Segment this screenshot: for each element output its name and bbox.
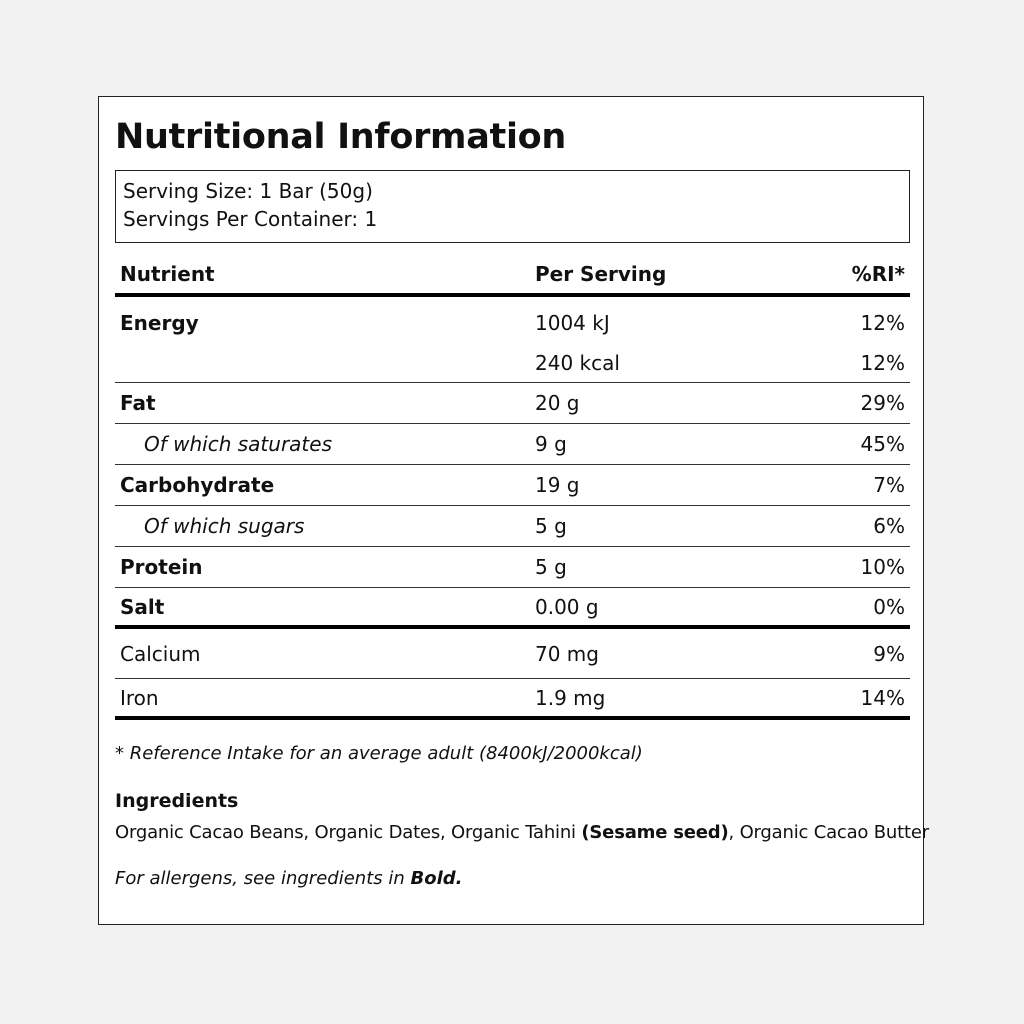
table-row-protein [115,547,910,588]
ri-value: 12% [860,310,905,335]
table-row-calcium [115,629,910,679]
table-row-sugars [115,506,910,547]
header-per-serving: Per Serving [535,262,667,286]
ri-value: 7% [873,473,905,497]
allergen-note [115,868,462,889]
allergen-note-text: For allergens, see ingredients in [115,868,411,889]
ingredients-text-before: Organic Cacao Beans, Organic Dates, Organic Tahini [115,822,582,843]
ri-value: 10% [860,555,905,579]
table-row-iron [115,679,910,720]
per-serving-value: 1.9 mg [535,685,606,710]
allergen-highlight: (Sesame seed) [581,822,729,843]
serving-size: Serving Size: 1 Bar (50g) [123,179,373,203]
nutrient-label: Carbohydrate [120,473,275,497]
serving-info-box [115,170,910,243]
ri-value: 6% [873,514,905,538]
nutrient-label: Of which sugars [144,514,305,538]
table-row-energy-kcal [115,343,910,383]
header-nutrient: Nutrient [120,262,215,286]
per-serving-value: 70 mg [535,641,599,666]
ri-value: 29% [860,391,905,415]
table-header-row [115,255,910,297]
ingredients-heading: Ingredients [115,790,239,812]
allergen-note-bold: Bold. [410,868,463,889]
per-serving-value: 9 g [535,432,567,456]
per-serving-value: 5 g [535,555,567,579]
per-serving-value: 20 g [535,391,580,415]
nutrient-label: Fat [120,391,156,415]
ri-value: 45% [860,432,905,456]
ingredients-text-after: , Organic Cacao Butter [728,822,929,843]
table-row-carbohydrate [115,465,910,506]
nutrient-label: Of which saturates [144,432,332,456]
nutrient-label: Iron [120,685,159,710]
nutrition-table [115,255,910,720]
per-serving-value: 0.00 g [535,594,599,619]
ri-value: 9% [873,641,905,666]
nutrient-label: Protein [120,555,203,579]
per-serving-value: 1004 kJ [535,310,610,335]
per-serving-value: 5 g [535,514,567,538]
table-row-fat [115,383,910,424]
nutrient-label: Energy [120,310,199,335]
table-row-saturates [115,424,910,465]
servings-per-container: Servings Per Container: 1 [123,207,378,231]
page-title: Nutritional Information [115,117,567,157]
ri-value: 0% [873,594,905,619]
per-serving-value: 19 g [535,473,580,497]
ri-value: 14% [860,685,905,710]
nutrition-panel [98,96,929,925]
table-row-salt [115,588,910,629]
ri-value: 12% [860,350,905,375]
reference-intake-footnote: * Reference Intake for an average adult (8400kJ/2000kcal) [115,743,643,764]
ingredients-list [115,822,929,843]
header-ri: %RI* [851,262,905,286]
nutrient-label: Calcium [120,641,201,666]
per-serving-value: 240 kcal [535,350,620,375]
table-row-energy-kj [115,297,910,343]
nutrient-label: Salt [120,594,165,619]
